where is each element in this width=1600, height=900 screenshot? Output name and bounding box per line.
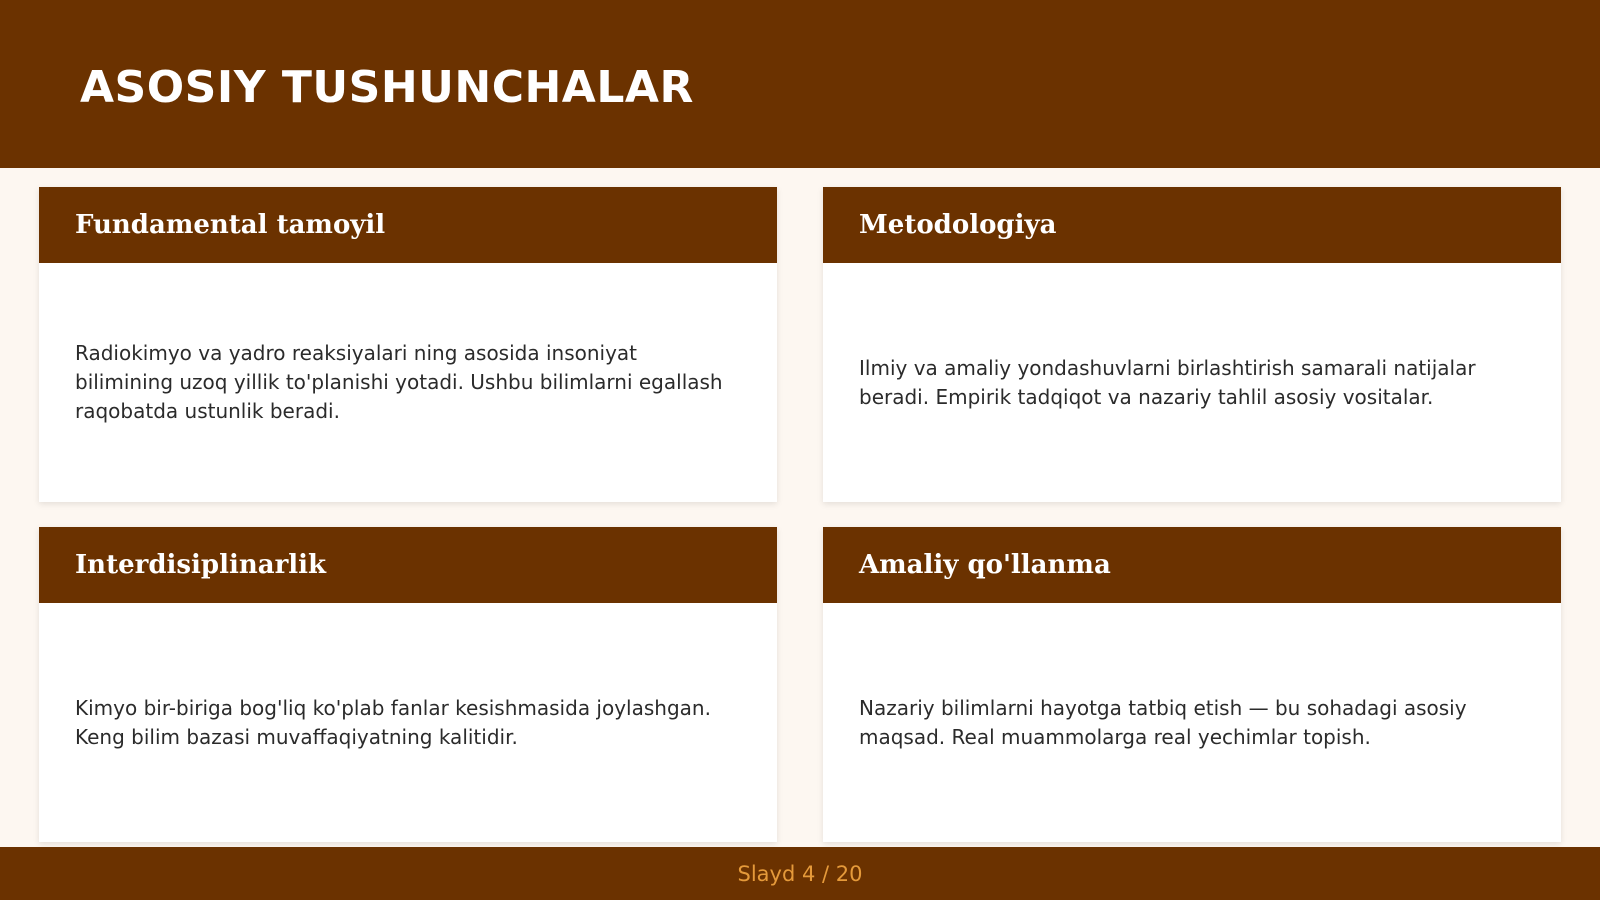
card-header [823, 527, 1561, 603]
card-metodologiya [823, 187, 1561, 502]
card-body [823, 603, 1561, 842]
card-amaliy-qollanma [823, 527, 1561, 842]
card-body [823, 263, 1561, 502]
card-header [39, 527, 777, 603]
card-text: Ilmiy va amaliy yondashuvlarni birlashtirish samarali natijalar beradi. Empirik tadqiqot va nazariy tahlil asosiy vositalar. [859, 355, 1476, 409]
card-title: Metodologiya [859, 210, 1057, 240]
card-title: Fundamental tamoyil [75, 210, 386, 240]
card-text: Radiokimyo va yadro reaksiyalari ning asosida insoniyat bilimining uzoq yillik to'planishi yotadi. Ushbu bilimlarni egallash raqobatda ustunlik beradi. [75, 341, 723, 423]
card-header [823, 187, 1561, 263]
card-interdisiplinarlik [39, 527, 777, 842]
card-fundamental-tamoyil [39, 187, 777, 502]
card-title: Amaliy qo'llanma [859, 550, 1111, 580]
card-title: Interdisiplinarlik [75, 550, 327, 580]
card-header [39, 187, 777, 263]
card-text: Nazariy bilimlarni hayotga tatbiq etish — bu sohadagi asosiy maqsad. Real muammolarga real yechimlar topish. [859, 695, 1467, 749]
card-text: Kimyo bir-biriga bog'liq ko'plab fanlar kesishmasida joylashgan. Keng bilim bazasi muvaffaqiyatning kalitidir. [75, 695, 711, 749]
card-body [39, 263, 777, 502]
slide-footer [0, 847, 1600, 900]
card-body [39, 603, 777, 842]
slide-header [0, 0, 1600, 168]
page-title: ASOSIY TUSHUNCHALAR [80, 62, 694, 113]
slide-counter: Slayd 4 / 20 [737, 861, 863, 886]
